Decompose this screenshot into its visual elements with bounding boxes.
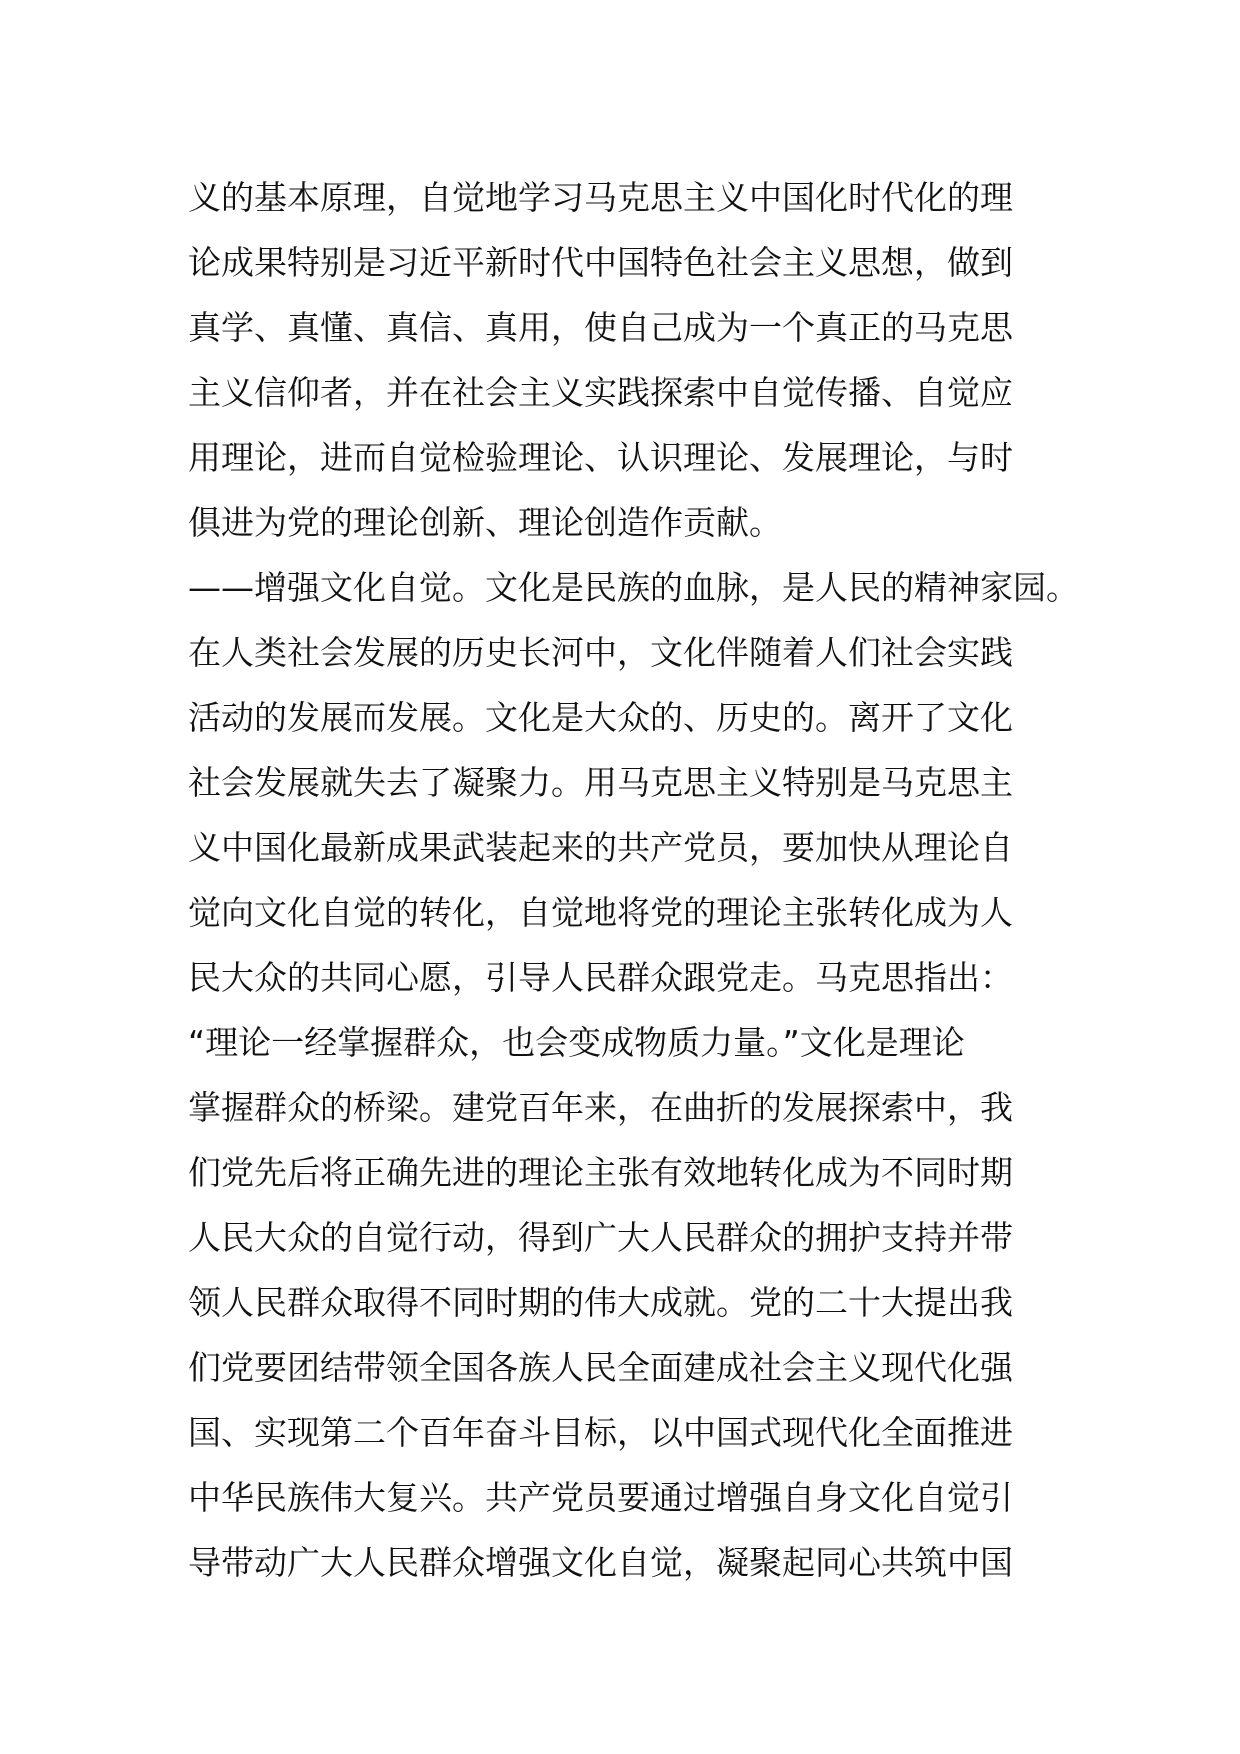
text-line: 主义信仰者，并在社会主义实践探索中自觉传播、自觉应 (188, 373, 1013, 412)
text-line: 们党先后将正确先进的理论主张有效地转化成为不同时期 (188, 1153, 1013, 1192)
text-line: 义的基本原理，自觉地学习马克思主义中国化时代化的理 (188, 178, 1013, 217)
text-line: 民大众的共同心愿，引导人民群众跟党走。马克思指出： (188, 958, 1013, 997)
text-line: 掌握群众的桥梁。建党百年来，在曲折的发展探索中，我 (188, 1088, 1013, 1127)
text-line: 中华民族伟大复兴。共产党员要通过增强自身文化自觉引 (188, 1478, 1013, 1517)
text-line: 论成果特别是习近平新时代中国特色社会主义思想，做到 (188, 243, 1013, 282)
text-line: 社会发展就失去了凝聚力。用马克思主义特别是马克思主 (188, 763, 1013, 802)
text-line: 觉向文化自觉的转化，自觉地将党的理论主张转化成为人 (188, 893, 1013, 932)
text-line: 用理论，进而自觉检验理论、认识理论、发展理论，与时 (188, 438, 1013, 477)
text-line: “理论一经掌握群众，也会变成物质力量。”文化是理论 (188, 1023, 965, 1062)
text-line: 真学、真懂、真信、真用，使自己成为一个真正的马克思 (188, 308, 1013, 347)
section-heading-line: ——增强文化自觉。文化是民族的血脉，是人民的精神家园。 (188, 568, 1079, 607)
text-line: 人民大众的自觉行动，得到广大人民群众的拥护支持并带 (188, 1218, 1013, 1257)
text-line: 们党要团结带领全国各族人民全面建成社会主义现代化强 (188, 1348, 1013, 1387)
text-line: 活动的发展而发展。文化是大众的、历史的。离开了文化 (188, 698, 1013, 737)
text-line: 国、实现第二个百年奋斗目标，以中国式现代化全面推进 (188, 1413, 1013, 1452)
text-line: 在人类社会发展的历史长河中，文化伴随着人们社会实践 (188, 633, 1013, 672)
body-text (188, 165, 1088, 1595)
text-line: 导带动广大人民群众增强文化自觉，凝聚起同心共筑中国 (188, 1543, 1013, 1582)
text-line: 领人民群众取得不同时期的伟大成就。党的二十大提出我 (188, 1283, 1013, 1322)
text-line: 义中国化最新成果武装起来的共产党员，要加快从理论自 (188, 828, 1013, 867)
text-line: 俱进为党的理论创新、理论创造作贡献。 (188, 503, 782, 542)
